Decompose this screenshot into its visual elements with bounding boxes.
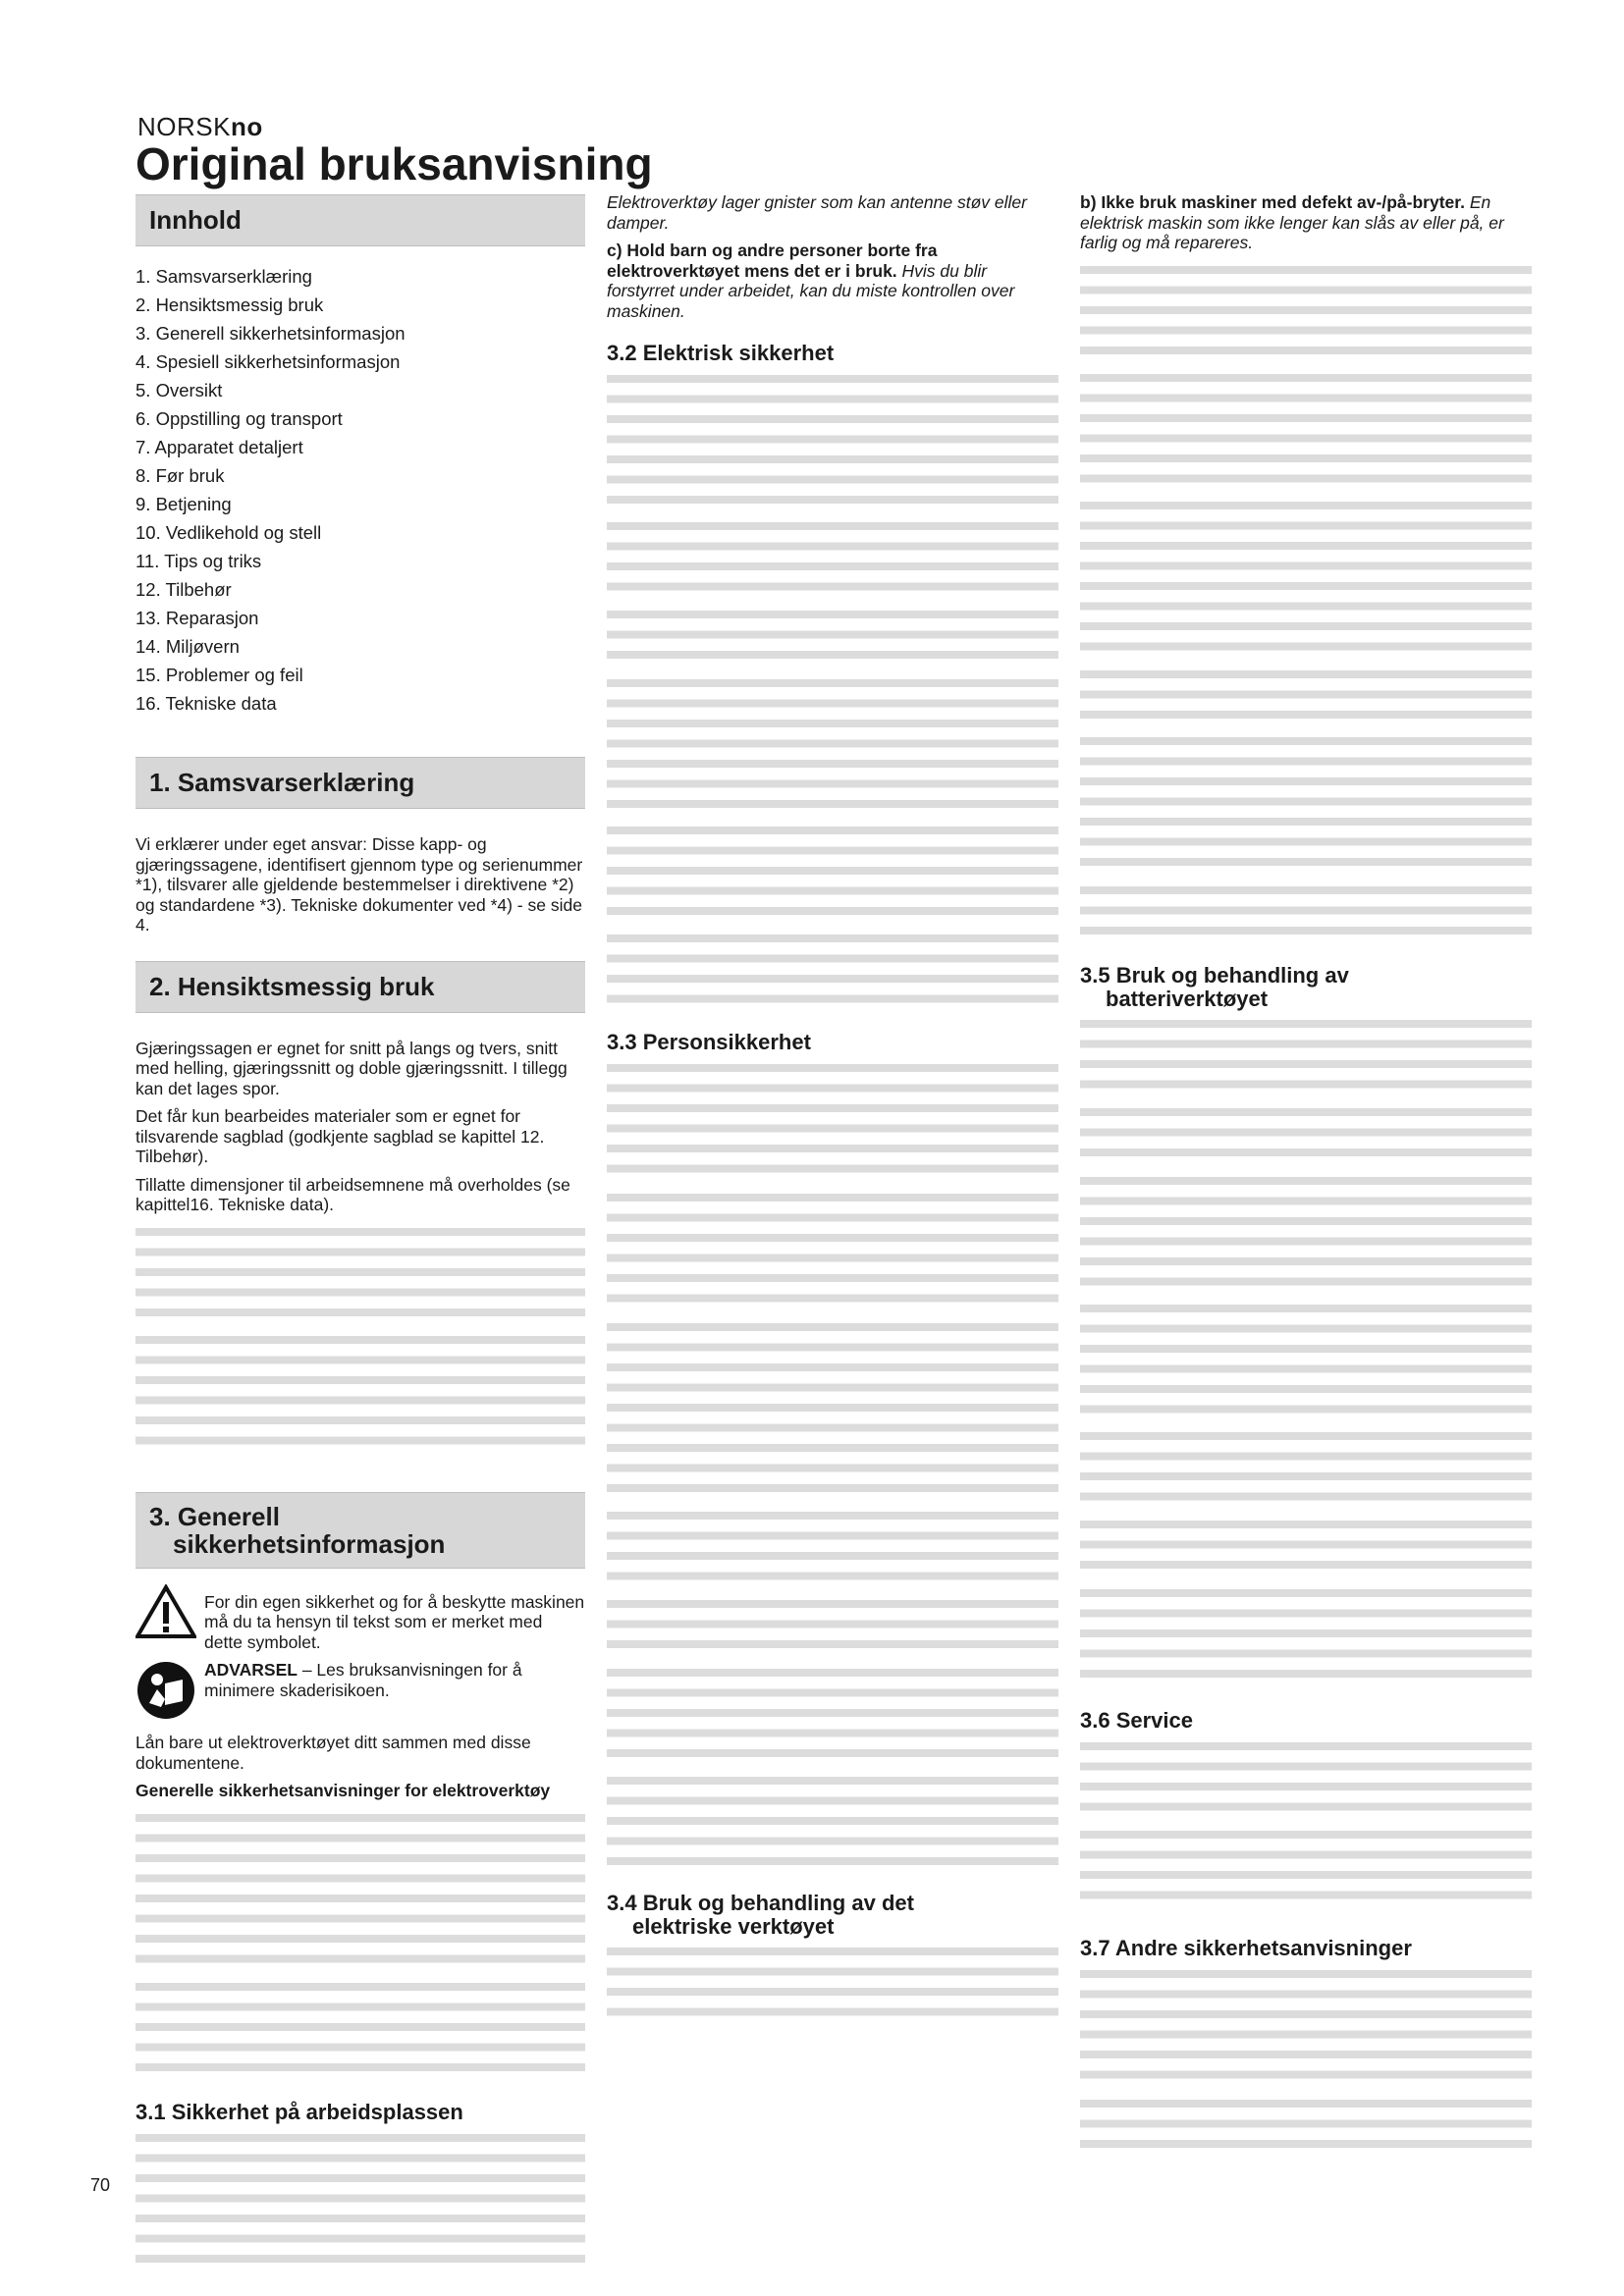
read-manual-note [135,1660,585,1721]
text-block-placeholder [607,822,1058,922]
text-block-placeholder [607,1943,1058,2025]
text-block-placeholder [607,1664,1058,1764]
text-block-placeholder [1080,1584,1532,1684]
intro-text: Elektroverktøy lager gnister som kan antenne støv eller damper. [607,192,1027,233]
warning-triangle-icon [135,1584,196,1639]
section-3-1-heading: 3.1 Sikkerhet på arbeidsplassen [135,2099,463,2124]
language-code: no [230,112,263,141]
table-of-contents [135,262,585,718]
text-block-placeholder [135,1978,585,2078]
text-block-placeholder [1080,1826,1532,1906]
text-block-placeholder [135,1223,585,1323]
text-block-placeholder [1080,261,1532,361]
text-block-placeholder [135,2129,585,2267]
text-block-placeholder [1080,666,1532,724]
text-block-placeholder [1080,1516,1532,1576]
text-block-placeholder [607,1595,1058,1656]
text-block-placeholder [607,1507,1058,1587]
text-block-placeholder [135,1809,585,1970]
section-3-heading: 3. Generell sikkerhetsinformasjon [135,1492,585,1569]
section-2-heading: 2. Hensiktsmessig bruk [135,961,585,1013]
text-block-placeholder [1080,1427,1532,1508]
page-title: Original bruksanvisning [135,138,653,189]
text-block-placeholder [607,1059,1058,1181]
toc-item: 8. Før bruk [135,465,225,486]
lend-note: Lån bare ut elektroverktøyet ditt sammen med disse dokumentene. [135,1733,531,1773]
text-block-placeholder [1080,732,1532,874]
toc-item: 5. Oversikt [135,380,223,400]
toc-item: 2. Hensiktsmessig bruk [135,294,324,315]
rule-c: c) Hold barn og andre personer borte fra elektroverktøyet mens det er i bruk. Hvis du blir forstyrret under arbeidet, kan du miste kontrollen over maskinen. [607,240,1015,321]
toc-item: 7. Apparatet detaljert [135,437,303,457]
text-block-placeholder [135,1331,585,1449]
text-block-placeholder [607,1318,1058,1499]
section-3-4-heading: 3.4 Bruk og behandling av det elektriske verktøyet [607,1891,914,1939]
text-block-placeholder [607,1772,1058,1872]
text-block-placeholder [1080,1015,1532,1095]
column-2 [607,192,1058,2025]
section-3-3-heading: 3.3 Personsikkerhet [607,1030,811,1054]
toc-item: 10. Vedlikehold og stell [135,522,322,543]
text-block-placeholder [1080,497,1532,658]
toc-item: 15. Problemer og feil [135,665,303,685]
text-block-placeholder [607,370,1058,509]
read-manual-text: ADVARSEL – Les bruksanvisningen for å minimere skaderisikoen. [204,1660,522,1700]
toc-item: 12. Tilbehør [135,579,232,600]
language-label: NORSKno [137,112,263,141]
text-block-placeholder [1080,369,1532,489]
text-block-placeholder [607,930,1058,1010]
general-safety-heading: Generelle sikkerhetsanvisninger for elektroverktøy [135,1781,551,1800]
section-3-5-heading: 3.5 Bruk og behandling av batteriverktøyet [1080,962,1349,1011]
toc-item: 1. Samsvarserklæring [135,266,312,287]
warning-note [135,1584,585,1653]
text-block-placeholder [607,606,1058,667]
toc-item: 6. Oppstilling og transport [135,408,343,429]
section-1-text: Vi erklærer under eget ansvar: Disse kapp- og gjæringssagene, identifisert gjennom type og serienummer *1), tilsvarer alle gjeldende bestemmelser i direktivene *2) og standardene *3). Tekniske dokumenter ved *4) - se side 4. [135,834,583,934]
toc-item: 13. Reparasjon [135,608,259,628]
text-block-placeholder [607,674,1058,814]
read-manual-icon [135,1660,196,1721]
text-block-placeholder [607,517,1058,598]
toc-item: 16. Tekniske data [135,693,277,714]
text-block-placeholder [1080,1300,1532,1419]
text-block-placeholder [1080,1965,1532,2087]
toc-item: 11. Tips og triks [135,551,262,571]
section-3-2-heading: 3.2 Elektrisk sikkerhet [607,341,835,365]
section-2-paragraph: Gjæringssagen er egnet for snitt på langs og tvers, snitt med helling, gjæringssnitt og doble gjæringssnitt. I tillegg kan det lages spor. [135,1038,568,1098]
text-block-placeholder [607,1189,1058,1310]
toc-item: 3. Generell sikkerhetsinformasjon [135,323,406,344]
section-2-paragraph: Tillatte dimensjoner til arbeidsemnene må overholdes (se kapittel16. Tekniske data). [135,1174,570,1214]
rule-b: b) Ikke bruk maskiner med defekt av-/på-bryter. En elektrisk maskin som ikke lenger kan slås av eller på, er farlig og må repareres. [1080,192,1504,252]
section-2-paragraph: Det får kun bearbeides materialer som er egnet for tilsvarende sagblad (godkjente sagblad se kapittel 12. Tilbehør). [135,1106,545,1166]
column-3 [1080,192,1532,2156]
page-number: 70 [90,2175,111,2195]
text-block-placeholder [1080,881,1532,940]
column-1 [135,187,585,2267]
text-block-placeholder [1080,1172,1532,1292]
text-block-placeholder [1080,1737,1532,1818]
text-block-placeholder [1080,1103,1532,1164]
section-3-7-heading: 3.7 Andre sikkerhetsanvisninger [1080,1935,1412,1960]
section-3-6-heading: 3.6 Service [1080,1707,1193,1733]
contents-heading: Innhold [135,194,585,246]
toc-item: 4. Spesiell sikkerhetsinformasjon [135,351,401,372]
toc-item: 9. Betjening [135,494,232,514]
section-1-heading: 1. Samsvarserklæring [135,757,585,809]
warning-note-text: For din egen sikkerhet og for å beskytte maskinen må du ta hensyn til tekst som er merket med dette symbolet. [204,1591,585,1652]
toc-item: 14. Miljøvern [135,636,240,657]
text-block-placeholder [1080,2095,1532,2156]
